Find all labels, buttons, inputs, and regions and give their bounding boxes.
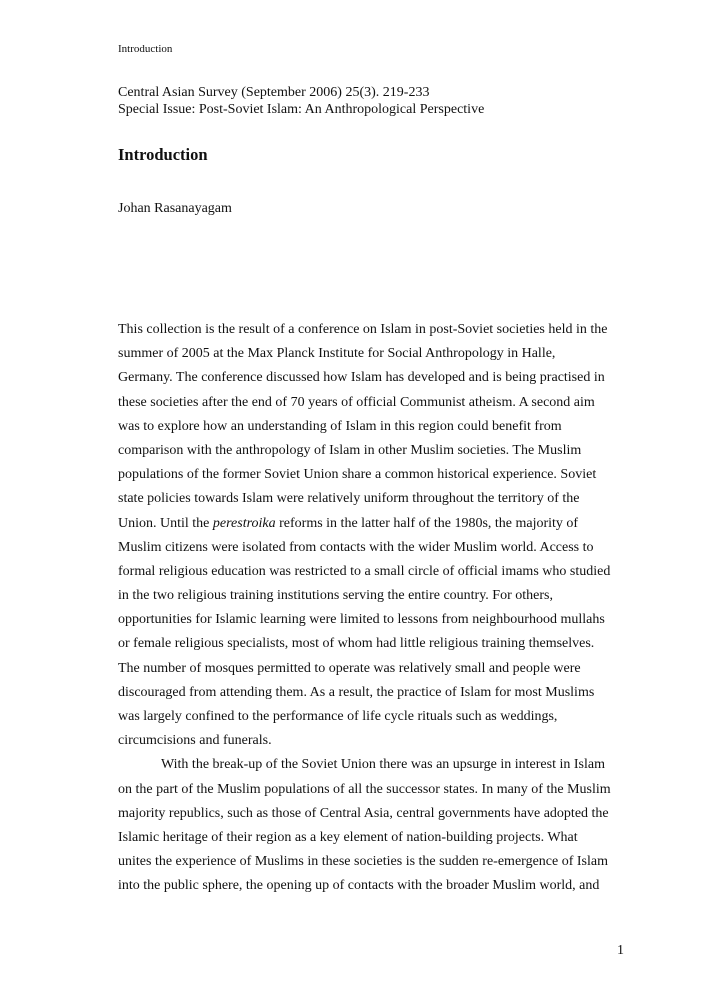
text-line: populations of the former Soviet Union share a common historical experience. Soviet bbox=[118, 467, 597, 483]
article-title: Introduction bbox=[118, 145, 208, 164]
text-line: summer of 2005 at the Max Planck Institute for Social Anthropology in Halle, bbox=[118, 346, 556, 362]
running-header: Introduction bbox=[118, 43, 173, 55]
italic-term: perestroika bbox=[212, 515, 276, 531]
text-line: in the two religious training institutions serving the entire country. For others, bbox=[118, 588, 553, 604]
text-line: circumcisions and funerals. bbox=[118, 733, 272, 749]
text-segment: reforms in the latter half of the 1980s, the majority of bbox=[275, 515, 579, 531]
paragraph-2 bbox=[118, 753, 618, 898]
text-line: unites the experience of Muslims in these societies is the sudden re-emergence of Islam bbox=[118, 854, 608, 870]
page-number: 1 bbox=[617, 943, 624, 958]
text-line: Muslim citizens were isolated from contacts with the wider Muslim world. Access to bbox=[118, 539, 594, 555]
text-line: This collection is the result of a conference on Islam in post-Soviet societies held in the bbox=[118, 322, 608, 337]
text-line: The number of mosques permitted to operate was relatively small and people were bbox=[118, 660, 581, 676]
text-line: state policies towards Islam were relatively uniform throughout the territory of the bbox=[118, 491, 580, 507]
special-issue-line: Special Issue: Post-Soviet Islam: An Anthropological Perspective bbox=[118, 102, 485, 117]
text-line bbox=[118, 512, 618, 536]
text-line: comparison with the anthropology of Islam in other Muslim societies. The Muslim bbox=[118, 442, 582, 458]
text-line: on the part of the Muslim populations of all the successor states. In many of the Muslim bbox=[118, 781, 611, 797]
text-segment: Union. Until the bbox=[118, 515, 213, 531]
journal-citation: Central Asian Survey (September 2006) 25(3). 219-233 bbox=[118, 85, 430, 100]
citation-block bbox=[118, 84, 484, 118]
text-line: Islamic heritage of their region as a key element of nation-building projects. What bbox=[118, 829, 578, 845]
article-body bbox=[118, 318, 618, 899]
text-line: With the break-up of the Soviet Union there was an upsurge in interest in Islam bbox=[161, 757, 605, 773]
text-line: was to explore how an understanding of Islam in this region could benefit from bbox=[118, 418, 562, 434]
text-line: majority republics, such as those of Central Asia, central governments have adopted the bbox=[118, 805, 609, 821]
text-line: formal religious education was restricted to a small circle of official imams who studied bbox=[118, 563, 611, 579]
text-line: opportunities for Islamic learning were limited to lessons from neighbourhood mullahs bbox=[118, 612, 605, 628]
text-line: discouraged from attending them. As a result, the practice of Islam for most Muslims bbox=[118, 684, 595, 700]
text-line: was largely confined to the performance of life cycle rituals such as weddings, bbox=[118, 709, 558, 724]
article-author: Johan Rasanayagam bbox=[118, 201, 232, 216]
paragraph-1 bbox=[118, 318, 618, 753]
text-line: into the public sphere, the opening up of contacts with the broader Muslim world, and bbox=[118, 878, 600, 894]
text-line: or female religious specialists, most of whom had little religious training themselves. bbox=[118, 636, 595, 652]
text-line: these societies after the end of 70 years of official Communist atheism. A second aim bbox=[118, 394, 595, 410]
text-line: Germany. The conference discussed how Islam has developed and is being practised in bbox=[118, 370, 605, 386]
